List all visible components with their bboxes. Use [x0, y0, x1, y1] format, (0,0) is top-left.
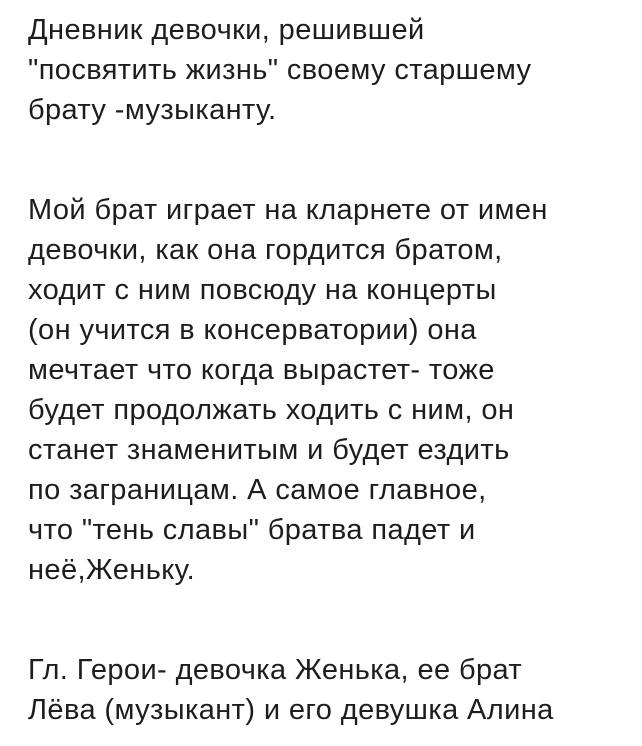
text-line: (он учится в консерватории) она — [28, 314, 477, 346]
paragraph-plot-description — [28, 190, 642, 590]
text-line: Мой брат играет на кларнете от имен — [28, 194, 548, 226]
paragraph-summary-intro — [28, 10, 642, 130]
text-line: брату -музыканту. — [28, 94, 277, 126]
text-line: что "тень славы" братва падет и — [28, 514, 476, 546]
text-line: по заграницам. А самое главное, — [28, 474, 487, 506]
text-line: будет продолжать ходить с ним, он — [28, 394, 515, 426]
text-line: Дневник девочки, решившей — [28, 14, 425, 46]
text-line: станет знаменитым и будет ездить — [28, 434, 510, 466]
text-line: Гл. Герои- девочка Женька, ее брат — [28, 654, 523, 686]
text-line: неё,Женьку. — [28, 554, 196, 586]
text-line: ходит с ним повсюду на концерты — [28, 274, 497, 306]
paragraph-main-characters — [28, 650, 642, 730]
text-line: "посвятить жизнь" своему старшему — [28, 54, 532, 86]
text-line: Лёва (музыкант) и его девушка Алина — [28, 694, 554, 726]
text-line: мечтает что когда вырастет- тоже — [28, 354, 495, 386]
text-line: девочки, как она гордится братом, — [28, 234, 503, 266]
